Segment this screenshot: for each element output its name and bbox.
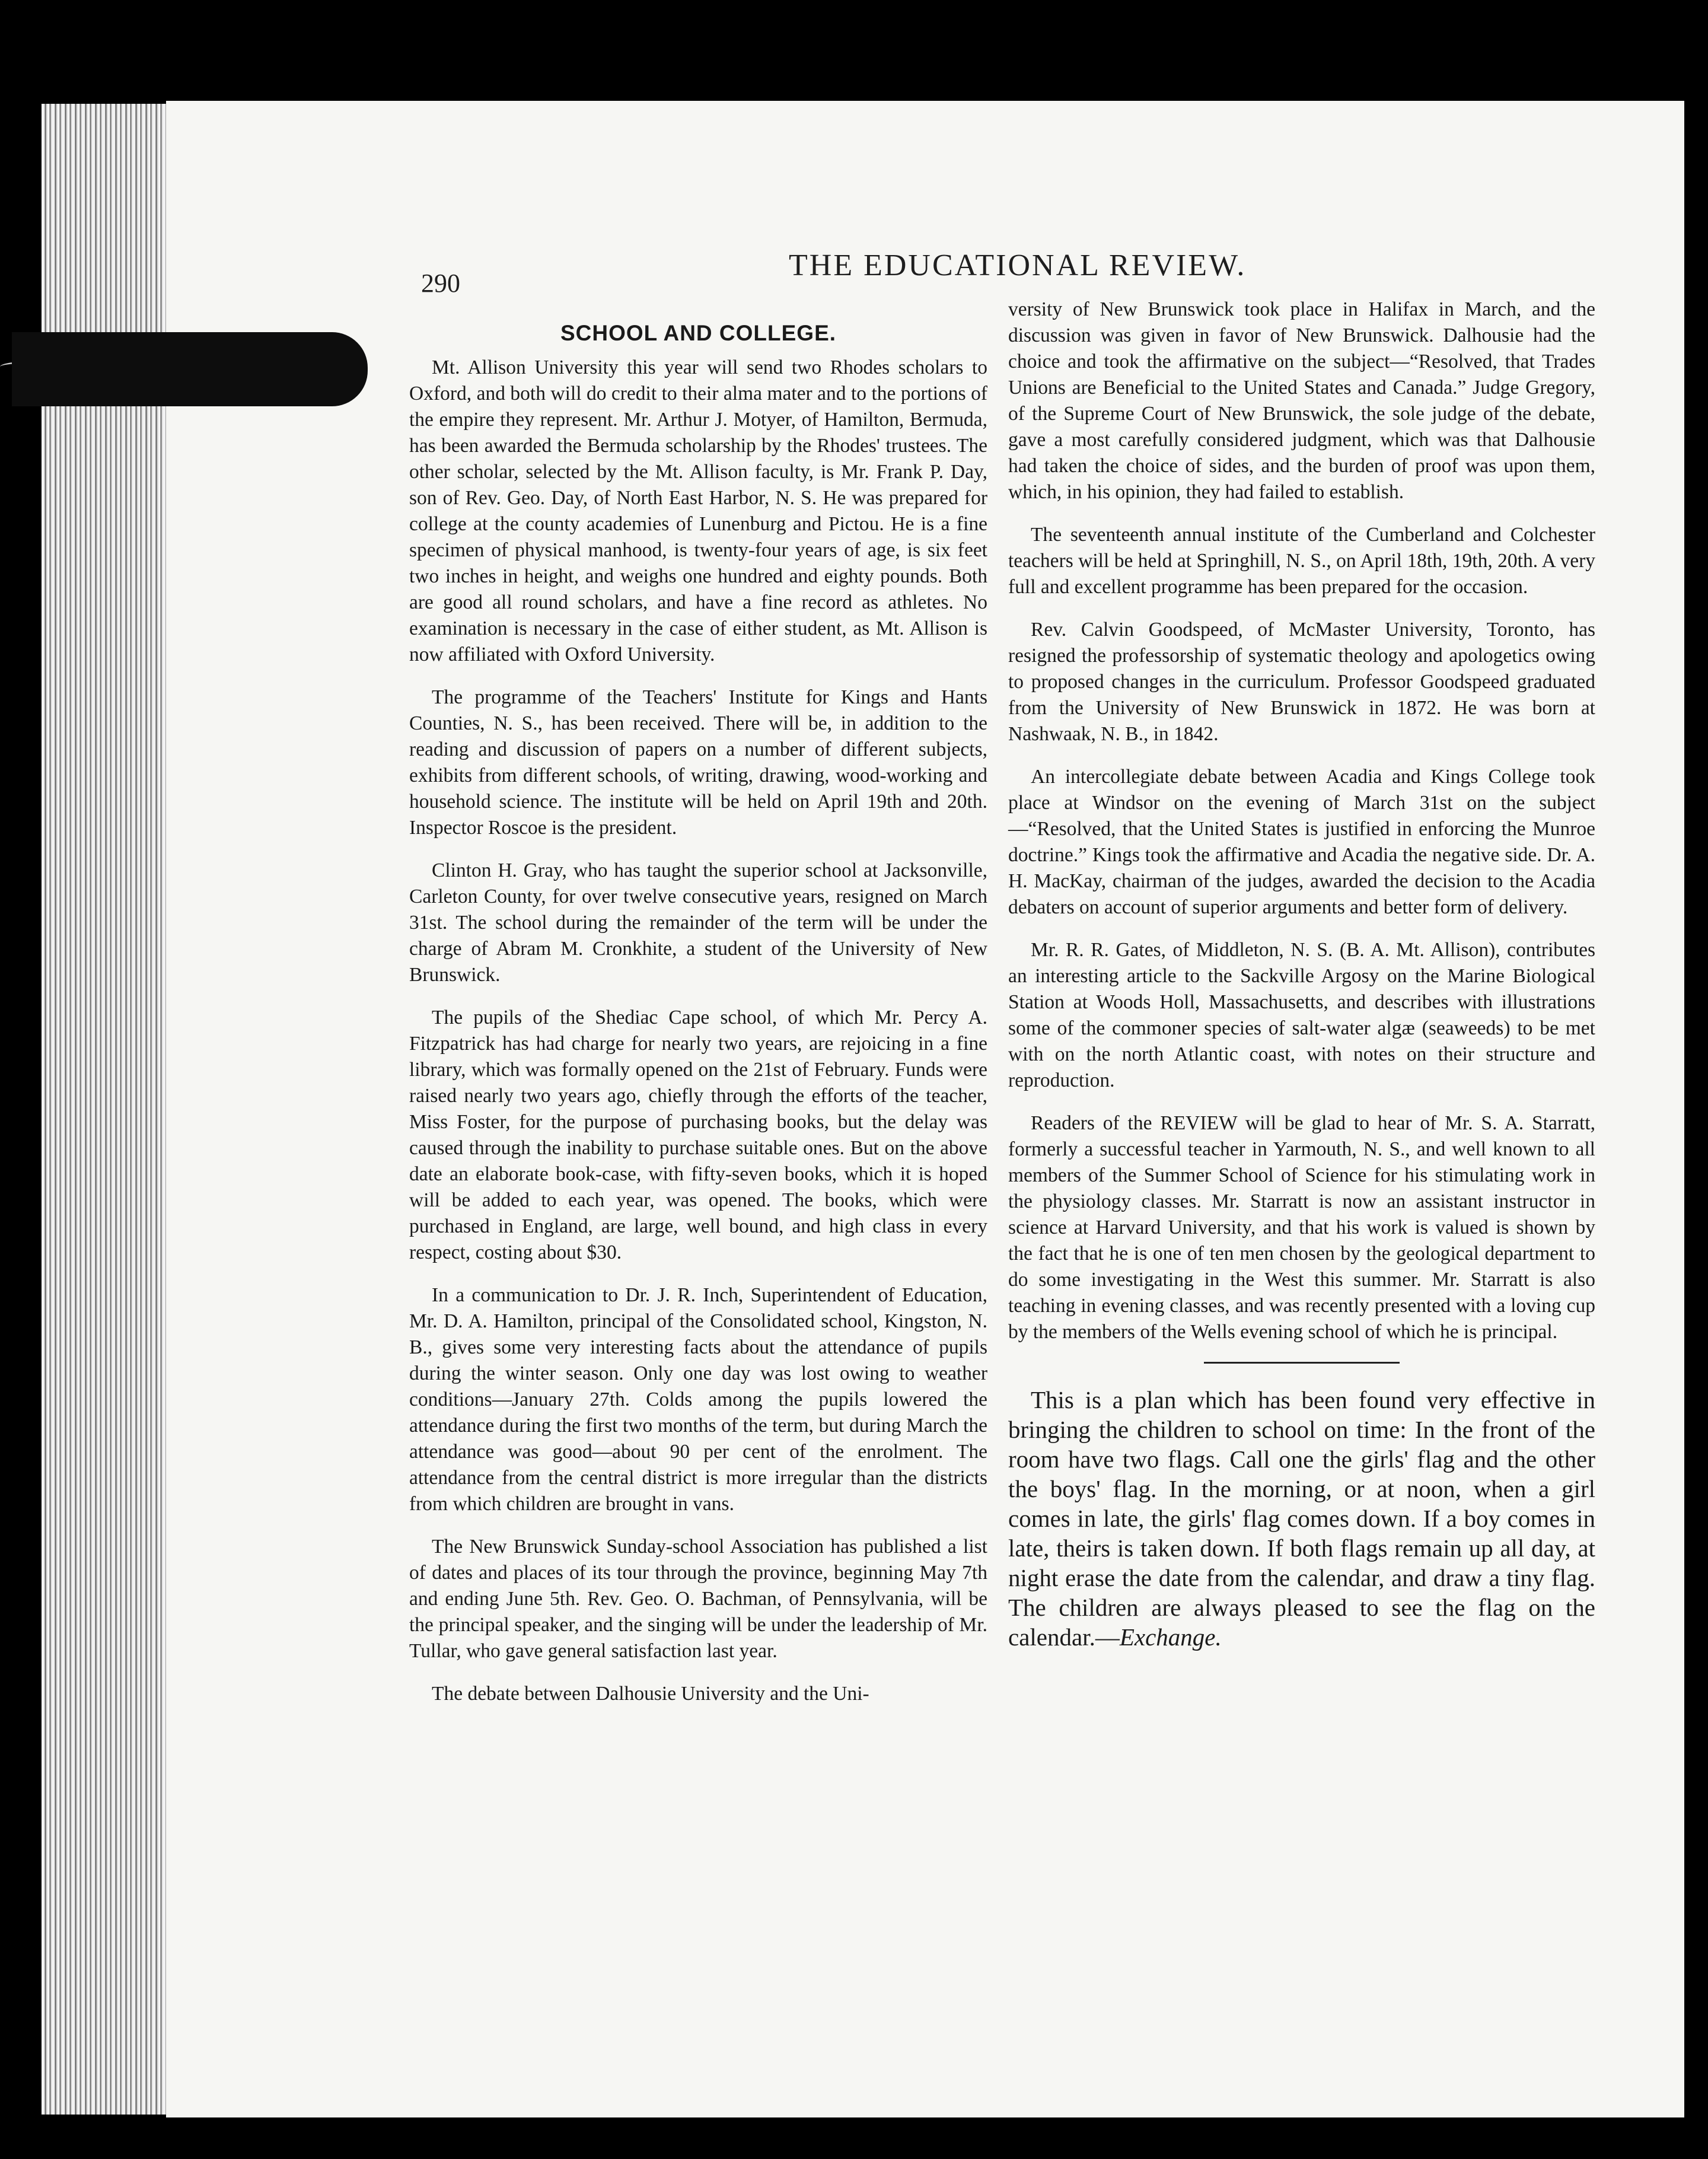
paragraph-debate-continued: versity of New Brunswick took place in Halifax in March, and the discussion was given in favor of New Brunswick. Dalhousie had the choice and took the affirmative on the subject—“Resolved, that Trades Unions are Beneficial to the United States and Canada.” Judge Gregory, of the Supreme Court of New Brunswick, the sole judge of the debate, gave a most carefully considered judgment, which was that Dalhousie had taken the choice of sides, and the burden of proof was upon them, which, in his opinion, they had failed to establish. [1008, 298, 1595, 503]
paragraph-cumberland-institute: The seventeenth annual institute of the Cumberland and Colchester teachers will be held at Springhill, N. S., on April 18th, 19th, 20th. A very full and excellent programme has been prepared for the occasion. [1008, 524, 1595, 598]
paragraph-gates-article: Mr. R. R. Gates, of Middleton, N. S. (B. A. Mt. Allison), contributes an interesting article to the Sackville Argosy on the Marine Biological Station at Woods Holl, Massachusetts, and describes with illustrations some of the commoner species of salt-water algæ (seaweeds) to be met with on the north Atlantic coast, with notes on their structure and reproduction. [1008, 939, 1595, 1091]
paragraph-intercollegiate-debate: An intercollegiate debate between Acadia and Kings College took place at Windsor on the evening of March 31st on the subject—“Resolved, that the United States is justified in enforcing the Munroe doctrine.” Kings took the affirmative and Acadia the negative side. Dr. A. H. MacKay, chairman of the judges, awarded the decision to the Acadia debaters on account of superior arguments and better form of delivery. [1008, 766, 1595, 918]
binder-clip [12, 332, 368, 406]
paragraph-shediac-library: The pupils of the Shediac Cape school, of which Mr. Percy A. Fitzpatrick has had charge for nearly two years, are rejoicing in a fine library, which was formally opened on the 21st of February. Funds were raised nearly two years ago, chiefly through the efforts of the teacher, Miss Foster, for the purpose of purchasing books, but the delay was caused through the inability to purchase suitable ones. But on the above date an elaborate book-case, with fifty-seven books, which it is hoped will be added to each year, was opened. The books, which were purchased in England, are large, well bound, and high class in every respect, costing about $30. [409, 1007, 987, 1263]
left-column [409, 320, 987, 1724]
paragraph-clinton-gray: Clinton H. Gray, who has taught the superior school at Jacksonville, Carleton County, for over twelve consecutive years, resigned on March 31st. The school during the remainder of the term will be under the charge of Abram M. Cronkhite, a student of the University of New Brunswick. [409, 859, 987, 986]
paragraph-flag-plan [1008, 1385, 1595, 1652]
paragraph-sunday-school: The New Brunswick Sunday-school Association has published a list of dates and places of its tour through the province, beginning May 7th and ending June 5th. Rev. Geo. O. Bachman, of Pennsylvania, will be the principal speaker, and the singing will be under the leadership of Mr. Tullar, who gave general satisfaction last year. [409, 1536, 987, 1662]
paragraph-consolidated-school: In a communication to Dr. J. R. Inch, Superintendent of Education, Mr. D. A. Hamilton, principal of the Consolidated school, Kingston, N. B., gives some very interesting facts about the attendance of pupils during the winter season. Only one day was lost owing to weather conditions—January 27th. Colds among the pupils lowered the attendance during the first two months of the term, but during March the attendance was good—about 90 per cent of the enrolment. The attendance from the central district is more irregular than the districts from which children are brought in vans. [409, 1284, 987, 1515]
flag-plan-text: This is a plan which has been found very effective in bringing the children to school on time: In the front of the room have two flags. Call one the girls' flag and the other the boys' flag. In the morning, or at noon, when a girl comes in late, the girls' flag comes down. If a boy comes in late, theirs is taken down. If both flags remain up all day, at night erase the date from the calendar, and draw a tiny flag. The children are always pleased to see the flag on the calendar.— [1008, 1386, 1595, 1651]
section-divider [1204, 1362, 1400, 1364]
section-title: SCHOOL AND COLLEGE. [560, 321, 837, 345]
paragraph-debate-start: The debate between Dalhousie University and the Uni- [432, 1683, 869, 1705]
page-number: 290 [421, 269, 460, 298]
running-title: THE EDUCATIONAL REVIEW. [789, 249, 1247, 282]
paragraph-teachers-institute: The programme of the Teachers' Institute for Kings and Hants Counties, N. S., has been received. There will be, in addition to the reading and discussion of papers on a number of different subjects, exhibits from different schools, of writing, drawing, wood-working and household science. The institute will be held on April 19th and 20th. Inspector Roscoe is the president. [409, 686, 987, 839]
paragraph-goodspeed: Rev. Calvin Goodspeed, of McMaster University, Toronto, has resigned the professorship of systematic theology and apologetics owing to proposed changes in the curriculum. Professor Goodspeed graduated from the University of New Brunswick in 1872. He was born at Nashwaak, N. B., in 1842. [1008, 619, 1595, 745]
flag-plan-source: Exchange. [1119, 1623, 1222, 1651]
right-column [1008, 297, 1595, 1668]
paragraph-rhodes-scholars: Mt. Allison University this year will send two Rhodes scholars to Oxford, and both will do credit to their alma mater and to the portions of the empire they represent. Mr. Arthur J. Motyer, of Hamilton, Bermuda, has been awarded the Bermuda scholarship by the Rhodes' trustees. The other scholar, selected by the Mt. Allison faculty, is Mr. Frank P. Day, son of Rev. Geo. Day, of North East Harbor, N. S. He was prepared for college at the county academies of Lunenburg and Pictou. He is a fine specimen of physical manhood, is twenty-four years of age, is six feet two inches in height, and weighs one hundred and eighty pounds. Both are good all round scholars, and have a fine record as athletes. No examination is necessary in the case of either student, as Mt. Allison is now affiliated with Oxford University. [409, 356, 987, 665]
paragraph-starratt: Readers of the REVIEW will be glad to hear of Mr. S. A. Starratt, formerly a successful teacher in Yarmouth, N. S., and well known to all members of the Summer School of Science for his stimulating work in the physiology classes. Mr. Starratt is now an assistant instructor in science at Harvard University, and that his work is valued is shown by the fact that he is one of ten men chosen by the geological department to do some investigating in the West this summer. Mr. Starratt is also teaching in evening classes, and was recently presented with a loving cup by the members of the Wells evening school of which he is principal. [1008, 1112, 1595, 1343]
